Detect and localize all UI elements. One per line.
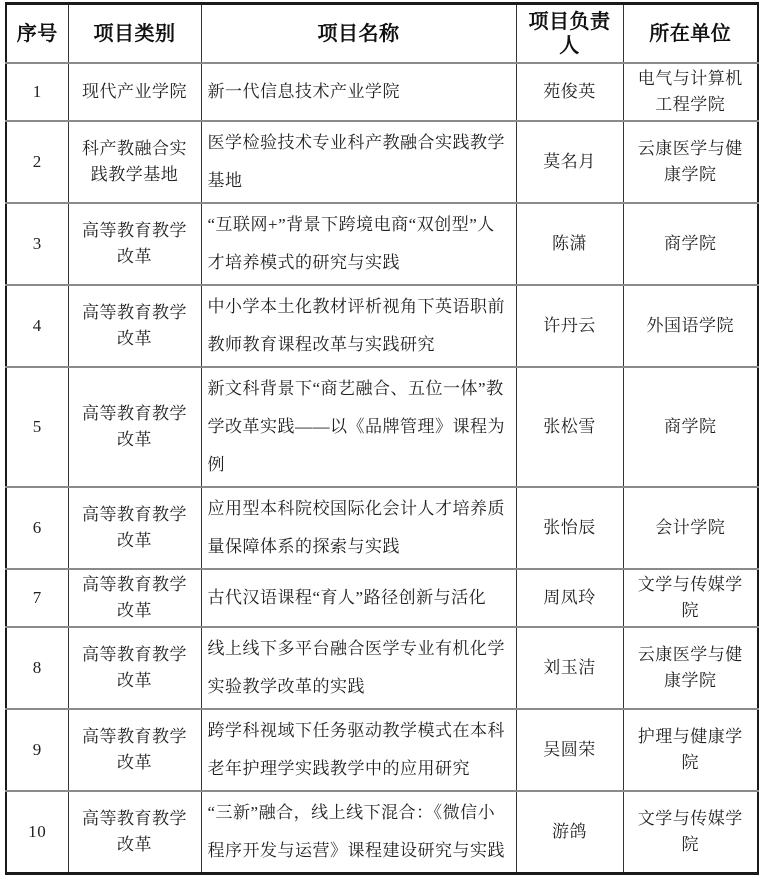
table-row: [6, 569, 758, 627]
cell-name: 线上线下多平台融合医学专业有机化学实验教学改革的实践: [201, 627, 516, 709]
cell-name: 新一代信息技术产业学院: [201, 63, 516, 121]
cell-unit: 文学与传媒学院: [623, 569, 758, 627]
cell-unit: 护理与健康学院: [623, 709, 758, 791]
table-row: [6, 63, 758, 121]
cell-unit: 外国语学院: [623, 285, 758, 367]
cell-leader: 陈潇: [516, 203, 623, 285]
cell-leader: 许丹云: [516, 285, 623, 367]
table-row: [6, 791, 758, 874]
cell-category: 高等教育教学改革: [68, 569, 201, 627]
cell-unit: 商学院: [623, 203, 758, 285]
cell-category: 高等教育教学改革: [68, 791, 201, 874]
cell-unit: 云康医学与健康学院: [623, 121, 758, 203]
cell-unit: 文学与传媒学院: [623, 791, 758, 874]
header-row: [6, 4, 758, 64]
cell-category: 高等教育教学改革: [68, 203, 201, 285]
cell-category: 高等教育教学改革: [68, 709, 201, 791]
header-unit: 所在单位: [623, 4, 758, 64]
cell-category: 高等教育教学改革: [68, 627, 201, 709]
cell-name: 新文科背景下“商艺融合、五位一体”教学改革实践——以《品牌管理》课程为例: [201, 367, 516, 487]
header-category: 项目类别: [68, 4, 201, 64]
table-header: [6, 4, 758, 64]
table-row: [6, 487, 758, 569]
cell-no: 7: [6, 569, 68, 627]
cell-unit: 电气与计算机工程学院: [623, 63, 758, 121]
cell-no: 10: [6, 791, 68, 874]
cell-category: 高等教育教学改革: [68, 367, 201, 487]
cell-category: 科产教融合实践教学基地: [68, 121, 201, 203]
cell-leader: 苑俊英: [516, 63, 623, 121]
projects-table: [5, 2, 759, 875]
cell-name: “三新”融合，线上线下混合：《微信小程序开发与运营》课程建设研究与实践: [201, 791, 516, 874]
cell-category: 现代产业学院: [68, 63, 201, 121]
cell-leader: 张松雪: [516, 367, 623, 487]
cell-leader: 刘玉洁: [516, 627, 623, 709]
table-row: [6, 121, 758, 203]
header-leader: 项目负责人: [516, 4, 623, 64]
cell-category: 高等教育教学改革: [68, 285, 201, 367]
cell-no: 6: [6, 487, 68, 569]
cell-leader: 游鸽: [516, 791, 623, 874]
cell-leader: 周凤玲: [516, 569, 623, 627]
cell-no: 3: [6, 203, 68, 285]
table-row: [6, 367, 758, 487]
cell-leader: 吴圆荣: [516, 709, 623, 791]
cell-no: 1: [6, 63, 68, 121]
cell-name: 跨学科视域下任务驱动教学模式在本科老年护理学实践教学中的应用研究: [201, 709, 516, 791]
table-row: [6, 709, 758, 791]
table-row: [6, 627, 758, 709]
cell-unit: 会计学院: [623, 487, 758, 569]
table-body: [6, 63, 758, 874]
cell-name: 中小学本土化教材评析视角下英语职前教师教育课程改革与实践研究: [201, 285, 516, 367]
cell-no: 4: [6, 285, 68, 367]
cell-name: “互联网+”背景下跨境电商“双创型”人才培养模式的研究与实践: [201, 203, 516, 285]
table-row: [6, 203, 758, 285]
cell-leader: 张怡辰: [516, 487, 623, 569]
header-name: 项目名称: [201, 4, 516, 64]
cell-no: 8: [6, 627, 68, 709]
cell-unit: 云康医学与健康学院: [623, 627, 758, 709]
cell-name: 古代汉语课程“育人”路径创新与活化: [201, 569, 516, 627]
table-row: [6, 285, 758, 367]
cell-category: 高等教育教学改革: [68, 487, 201, 569]
cell-no: 2: [6, 121, 68, 203]
header-no: 序号: [6, 4, 68, 64]
cell-name: 应用型本科院校国际化会计人才培养质量保障体系的探索与实践: [201, 487, 516, 569]
cell-no: 5: [6, 367, 68, 487]
cell-leader: 莫名月: [516, 121, 623, 203]
cell-no: 9: [6, 709, 68, 791]
cell-unit: 商学院: [623, 367, 758, 487]
cell-name: 医学检验技术专业科产教融合实践教学基地: [201, 121, 516, 203]
